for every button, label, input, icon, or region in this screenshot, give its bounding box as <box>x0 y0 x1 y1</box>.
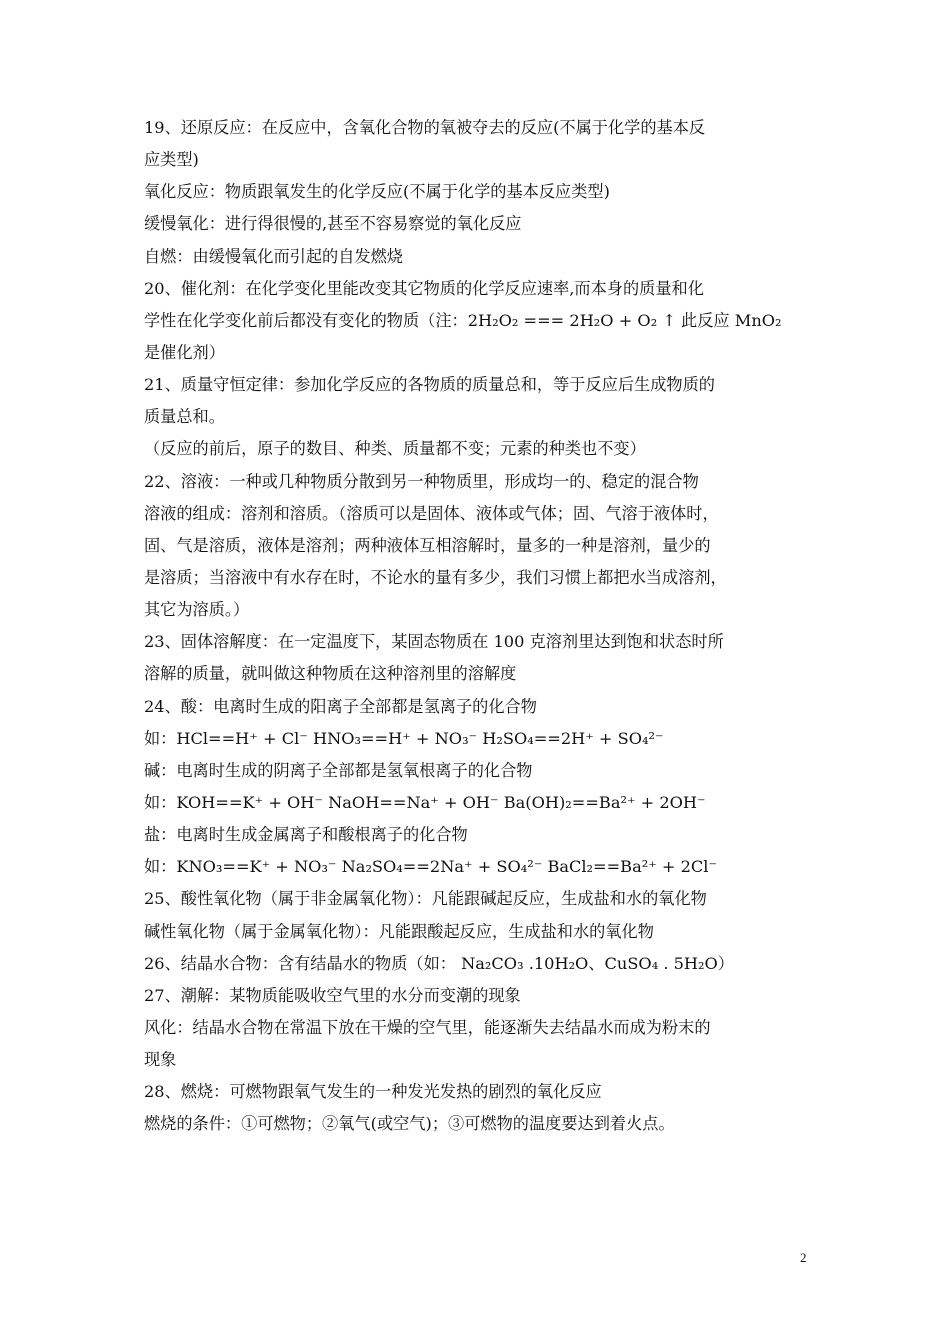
text-line: 其它为溶质。） <box>144 600 250 620</box>
text-line: 碱：电离时生成的阴离子全部都是氢氧根离子的化合物 <box>144 760 533 780</box>
text-line: 23、固体溶解度：在一定温度下，某固态物质在 100 克溶剂里达到饱和状态时所 <box>144 632 724 652</box>
text-line: 22、溶液：一种或几种物质分散到另一种物质里，形成均一的、稳定的混合物 <box>144 471 699 491</box>
text-line: （反应的前后，原子的数目、种类、质量都不变；元素的种类也不变） <box>144 439 646 459</box>
text-line: 自燃：由缓慢氧化而引起的自发燃烧 <box>144 246 403 266</box>
page-number: 2 <box>800 1250 807 1265</box>
text-line: 28、燃烧：可燃物跟氧气发生的一种发光发热的剧烈的氧化反应 <box>144 1082 602 1102</box>
text-line: 24、酸：电离时生成的阳离子全部都是氢离子的化合物 <box>144 696 537 716</box>
text-line: 应类型) <box>144 150 199 170</box>
text-line: 缓慢氧化：进行得很慢的,甚至不容易察觉的氧化反应 <box>144 214 522 234</box>
text-line: 21、质量守恒定律：参加化学反应的各物质的质量总和，等于反应后生成物质的 <box>144 375 715 395</box>
text-line: 碱性氧化物（属于金属氧化物）：凡能跟酸起反应，生成盐和水的氧化物 <box>144 921 654 941</box>
text-line: 风化：结晶水合物在常温下放在干燥的空气里，能逐渐失去结晶水而成为粉末的 <box>144 1017 711 1037</box>
text-line: 20、催化剂：在化学变化里能改变其它物质的化学反应速率,而本身的质量和化 <box>144 278 704 298</box>
text-line: 如：KNO₃==K⁺ + NO₃⁻ Na₂SO₄==2Na⁺ + SO₄²⁻ BaCl₂==Ba²⁺ + 2Cl⁻ <box>144 857 718 877</box>
text-line: 是溶质；当溶液中有水存在时，不论水的量有多少，我们习惯上都把水当成溶剂， <box>144 567 727 587</box>
text-line: 现象 <box>144 1050 177 1070</box>
text-line: 溶液的组成：溶剂和溶质。（溶质可以是固体、液体或气体；固、气溶于液体时， <box>144 503 719 523</box>
text-line: 是催化剂） <box>144 342 225 362</box>
text-line: 溶解的质量，就叫做这种物质在这种溶剂里的溶解度 <box>144 664 517 684</box>
text-line: 盐：电离时生成金属离子和酸根离子的化合物 <box>144 825 468 845</box>
text-line: 氧化反应：物质跟氧发生的化学反应(不属于化学的基本反应类型) <box>144 182 610 202</box>
text-line: 27、潮解：某物质能吸收空气里的水分而变潮的现象 <box>144 985 521 1005</box>
text-line: 25、酸性氧化物（属于非金属氧化物）：凡能跟碱起反应，生成盐和水的氧化物 <box>144 889 707 909</box>
text-line: 质量总和。 <box>144 407 225 427</box>
text-line: 固、气是溶质，液体是溶剂；两种液体互相溶解时，量多的一种是溶剂，量少的 <box>144 535 711 555</box>
text-line: 19、还原反应：在反应中，含氧化合物的氧被夺去的反应(不属于化学的基本反 <box>144 118 706 137</box>
text-line: 26、结晶水合物：含有结晶水的物质（如： Na₂CO₃ .10H₂O、CuSO₄ . 5H₂O） <box>144 953 734 973</box>
text-line: 如：KOH==K⁺ + OH⁻ NaOH==Na⁺ + OH⁻ Ba(OH)₂==Ba²⁺ + 2OH⁻ <box>144 792 706 812</box>
document-body <box>144 112 824 1141</box>
text-line: 如：HCl==H⁺ + Cl⁻ HNO₃==H⁺ + NO₃⁻ H₂SO₄==2H⁺ + SO₄²⁻ <box>144 728 664 748</box>
text-line: 学性在化学变化前后都没有变化的物质（注：2H₂O₂ === 2H₂O + O₂ ↑ 此反应 MnO₂ <box>144 310 782 330</box>
text-line: 燃烧的条件：①可燃物；②氧气(或空气)；③可燃物的温度要达到着火点。 <box>144 1114 675 1134</box>
